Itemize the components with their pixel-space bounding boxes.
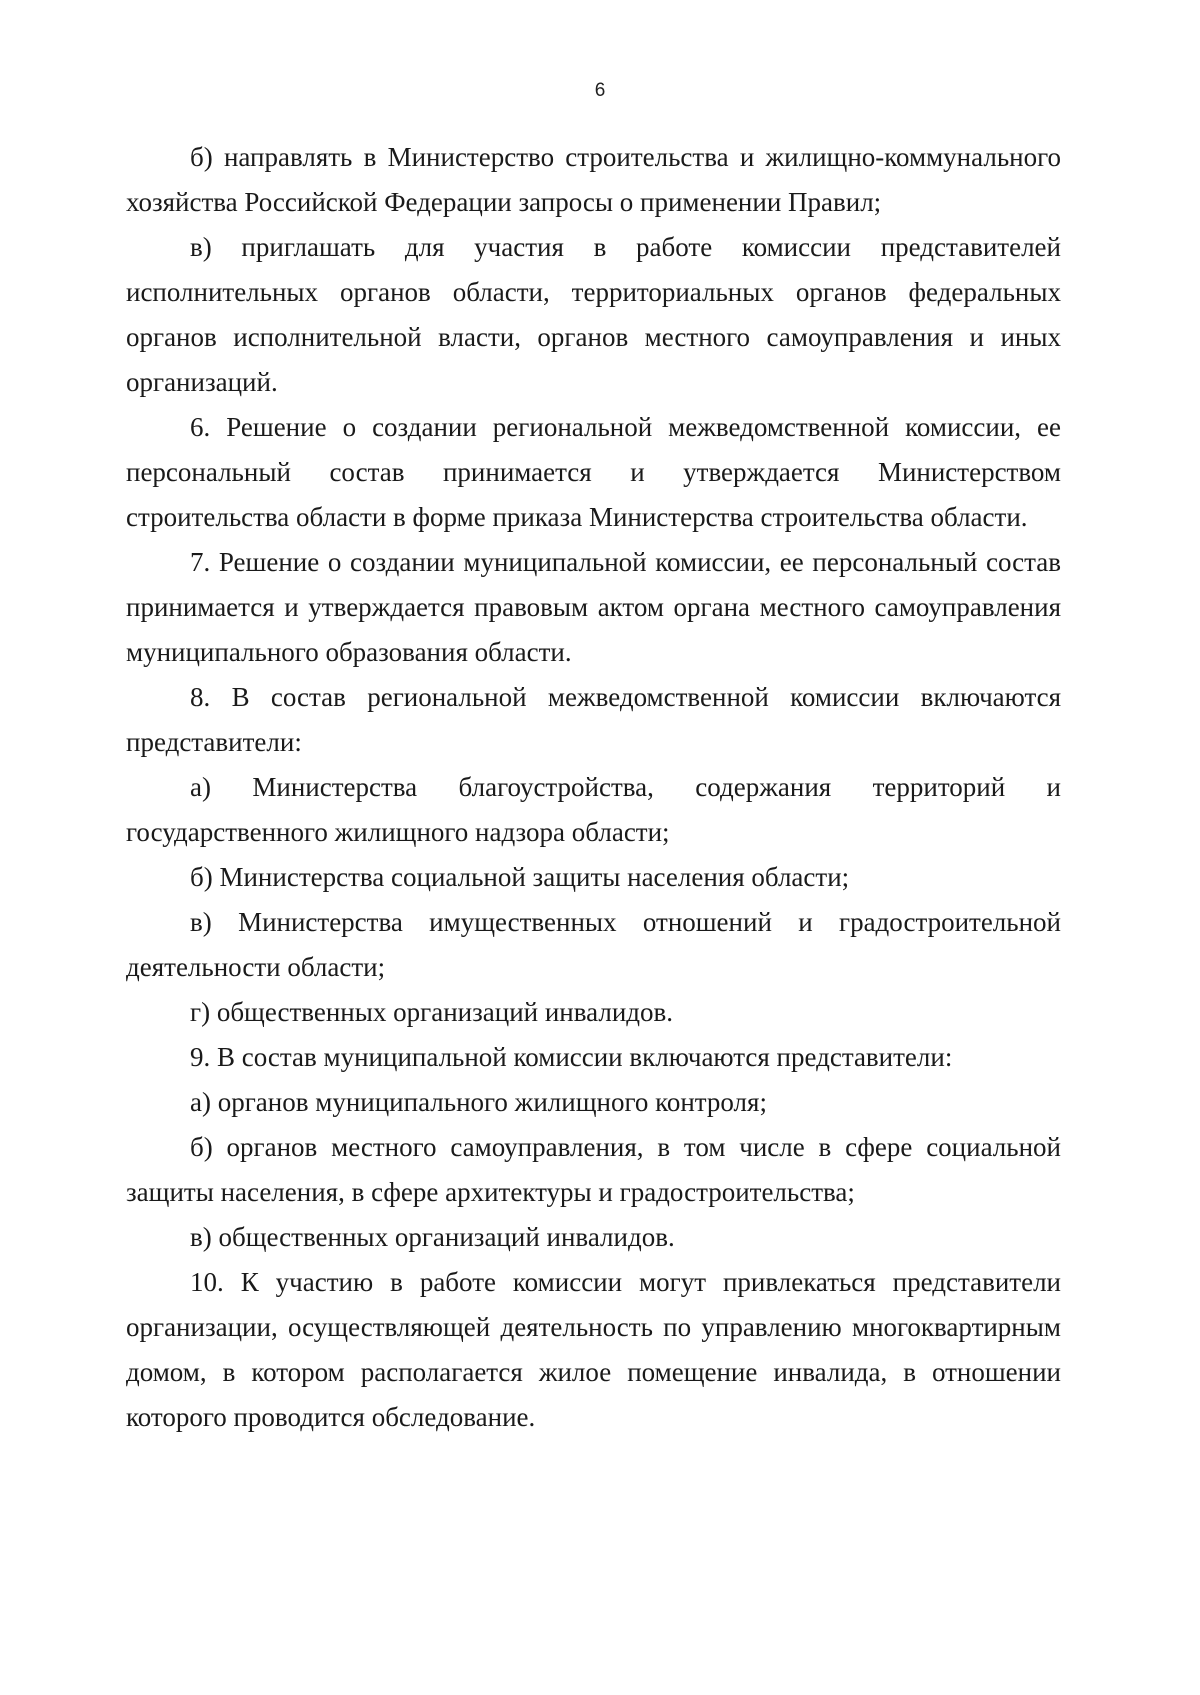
paragraph-item-9a: а) органов муниципального жилищного контроля; xyxy=(190,1087,767,1117)
paragraph-6v: в) приглашать для участия в работе комиссии представителей исполнительных органов области, территориальных органов федеральных органов исполнительной власти, органов местного самоуправления и иных организаций. xyxy=(126,232,1061,397)
page-number: 6 xyxy=(594,80,606,101)
paragraph-item-10: 10. К участию в работе комиссии могут привлекаться представители организации, осуществляющей деятельность по управлению многоквартирным домом, в котором располагается жилое помещение инвалида, в отношении которого проводится обследование. xyxy=(126,1267,1061,1432)
paragraph-item-8g: г) общественных организаций инвалидов. xyxy=(190,997,674,1027)
paragraph-item-8v: в) Министерства имущественных отношений и градостроительной деятельности области; xyxy=(126,907,1061,982)
paragraph-item-8: 8. В состав региональной межведомственной комиссии включаются представители: xyxy=(126,682,1061,757)
paragraph-6b: б) направлять в Министерство строительства и жилищно-коммунального хозяйства Российской Федерации запросы о применении Правил; xyxy=(126,142,1061,217)
paragraph-item-8b: б) Министерства социальной защиты населения области; xyxy=(190,862,850,892)
paragraph-item-8a: а) Министерства благоустройства, содержания территорий и государственного жилищного надзора области; xyxy=(126,772,1061,847)
paragraph-item-6: 6. Решение о создании региональной межведомственной комиссии, ее персональный состав принимается и утверждается Министерством строительства области в форме приказа Министерства строительства области. xyxy=(126,412,1061,532)
paragraph-item-7: 7. Решение о создании муниципальной комиссии, ее персональный состав принимается и утверждается правовым актом органа местного самоуправления муниципального образования области. xyxy=(126,547,1061,667)
paragraph-item-9b: б) органов местного самоуправления, в том числе в сфере социальной защиты населения, в сфере архитектуры и градостроительства; xyxy=(126,1132,1061,1207)
document-body xyxy=(126,135,1061,1440)
paragraph-item-9v: в) общественных организаций инвалидов. xyxy=(190,1222,675,1252)
paragraph-item-9: 9. В состав муниципальной комиссии включаются представители: xyxy=(190,1042,953,1072)
